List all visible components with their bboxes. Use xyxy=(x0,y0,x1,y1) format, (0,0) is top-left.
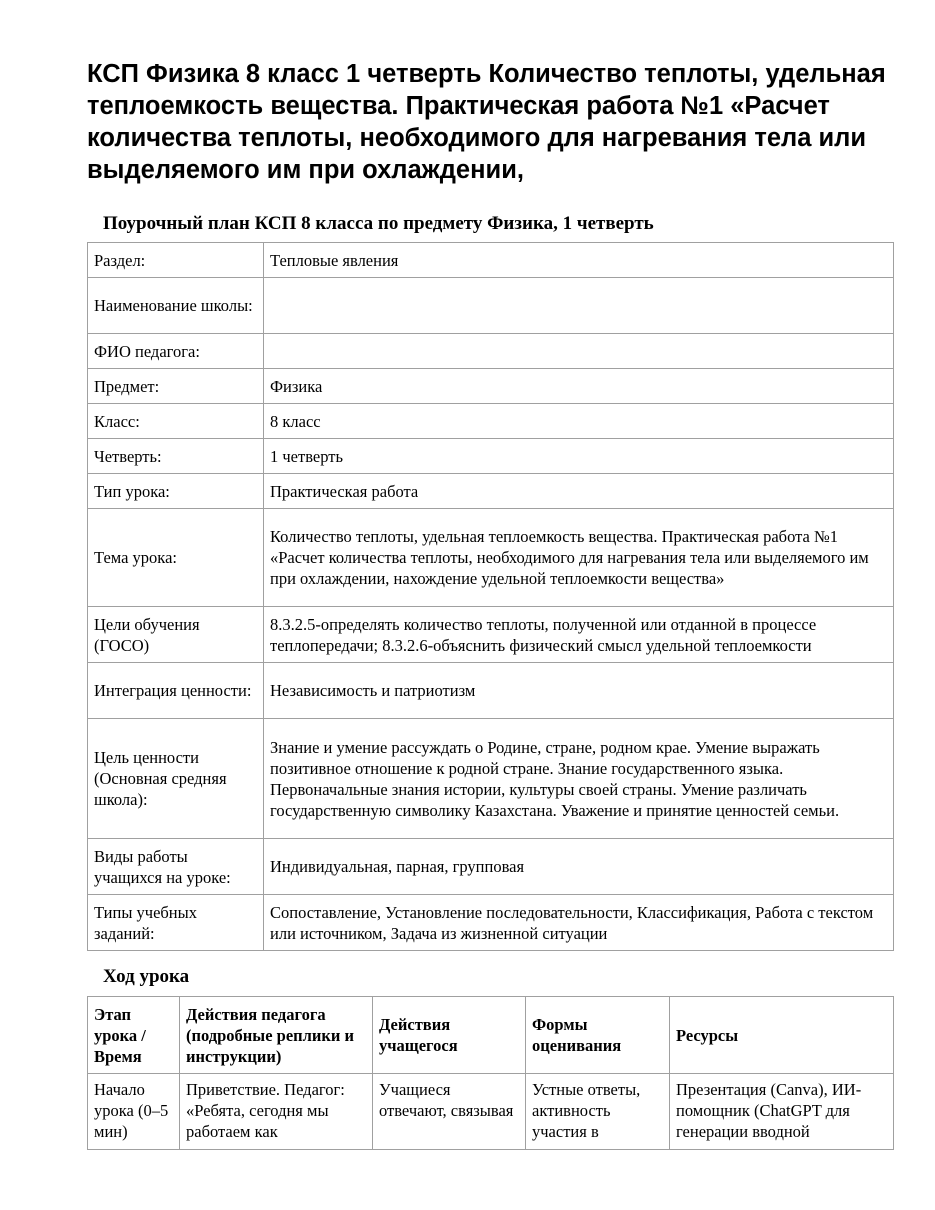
column-header: Действия учащегося xyxy=(373,997,526,1074)
plan-label: Тема урока: xyxy=(88,509,264,607)
table-row xyxy=(88,1074,894,1150)
lesson-plan-table xyxy=(87,242,894,951)
plan-label: Цели обучения (ГОСО) xyxy=(88,607,264,663)
lesson-heading: Ход урока xyxy=(103,966,190,987)
table-cell: Начало урока (0–5 мин) xyxy=(88,1074,180,1150)
plan-label: Тип урока: xyxy=(88,474,264,509)
column-header: Этап урока / Время xyxy=(88,997,180,1074)
table-header-row xyxy=(88,997,894,1074)
plan-label: Виды работы учащихся на уроке: xyxy=(88,839,264,895)
plan-value: Знание и умение рассуждать о Родине, стране, родном крае. Умение выражать позитивное отношение к родной стране. Знание государственного языка. Первоначальные знания истории, культуры своей страны. Умение различать государственную символику Казахстана. Уважение и принятие ценностей семьи. xyxy=(264,719,894,839)
plan-label: Типы учебных заданий: xyxy=(88,895,264,951)
table-row xyxy=(88,663,894,719)
plan-label: ФИО педагога: xyxy=(88,334,264,369)
plan-value: Практическая работа xyxy=(264,474,894,509)
table-cell: Презентация (Canva), ИИ-помощник (ChatGPT для генерации вводной xyxy=(670,1074,894,1150)
table-row xyxy=(88,607,894,663)
plan-value: Индивидуальная, парная, групповая xyxy=(264,839,894,895)
plan-label: Наименование школы: xyxy=(88,278,264,334)
plan-label: Предмет: xyxy=(88,369,264,404)
table-row xyxy=(88,474,894,509)
plan-value xyxy=(264,278,894,334)
plan-label: Раздел: xyxy=(88,243,264,278)
table-row xyxy=(88,895,894,951)
column-header: Формы оценивания xyxy=(526,997,670,1074)
plan-label: Четверть: xyxy=(88,439,264,474)
table-cell: Устные ответы, активность участия в xyxy=(526,1074,670,1150)
table-row xyxy=(88,719,894,839)
plan-value: 8 класс xyxy=(264,404,894,439)
plan-value: Независимость и патриотизм xyxy=(264,663,894,719)
plan-label: Интеграция ценности: xyxy=(88,663,264,719)
table-row xyxy=(88,404,894,439)
table-cell: Приветствие. Педагог: «Ребята, сегодня мы работаем как xyxy=(180,1074,373,1150)
plan-value: Физика xyxy=(264,369,894,404)
plan-value: Количество теплоты, удельная теплоемкость вещества. Практическая работа №1 «Расчет количества теплоты, необходимого для нагревания тела или выделяемого им при охлаждении, нахождение удельной теплоемкости вещества» xyxy=(264,509,894,607)
table-row xyxy=(88,278,894,334)
document-title: КСП Физика 8 класс 1 четверть Количество теплоты, удельная теплоемкость вещества. Практическая работа №1 «Расчет количества теплоты, необходимого для нагревания тела или выделяемого им при охлаждении, xyxy=(87,60,886,184)
table-row xyxy=(88,509,894,607)
table-cell: Учащиеся отвечают, связывая xyxy=(373,1074,526,1150)
table-row xyxy=(88,369,894,404)
column-header: Действия педагога (подробные реплики и инструкции) xyxy=(180,997,373,1074)
plan-label: Цель ценности (Основная средняя школа): xyxy=(88,719,264,839)
table-row xyxy=(88,243,894,278)
plan-value: Сопоставление, Установление последовательности, Классификация, Работа с текстом или источником, Задача из жизненной ситуации xyxy=(264,895,894,951)
table-row xyxy=(88,839,894,895)
plan-label: Класс: xyxy=(88,404,264,439)
table-row xyxy=(88,439,894,474)
table-row xyxy=(88,334,894,369)
plan-value: Тепловые явления xyxy=(264,243,894,278)
plan-value xyxy=(264,334,894,369)
plan-value: 8.3.2.5-определять количество теплоты, полученной или отданной в процессе теплопередачи; 8.3.2.6-объяснить физический смысл удельной теплоемкости xyxy=(264,607,894,663)
column-header: Ресурсы xyxy=(670,997,894,1074)
plan-heading: Поурочный план КСП 8 класса по предмету Физика, 1 четверть xyxy=(103,213,654,234)
lesson-steps-table xyxy=(87,996,894,1150)
plan-value: 1 четверть xyxy=(264,439,894,474)
